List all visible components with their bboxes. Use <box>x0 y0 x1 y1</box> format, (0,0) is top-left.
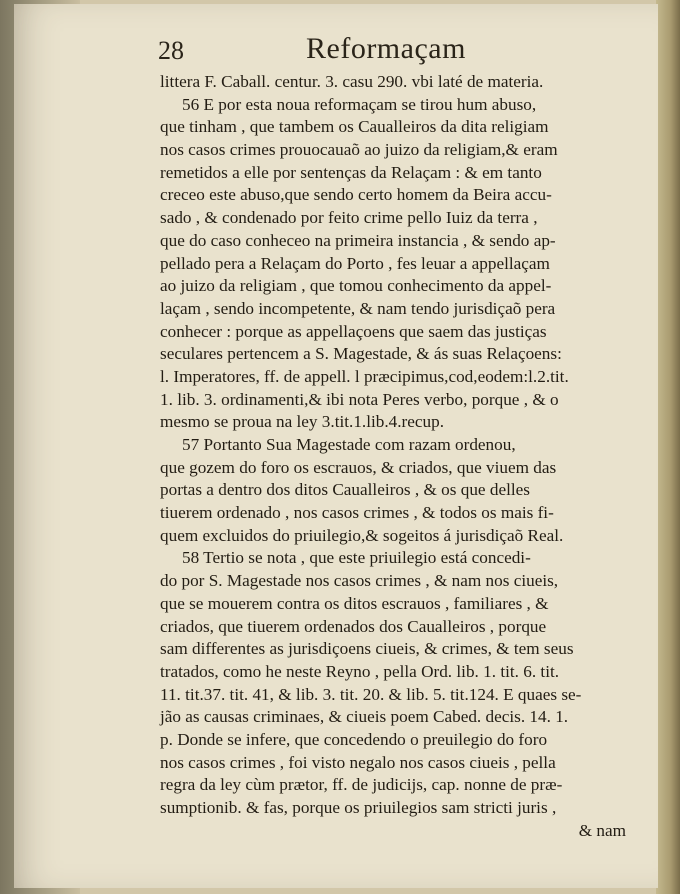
text-line: conhecer : porque as appellaçoens que saem das justiças <box>160 321 547 341</box>
text-line: laçam , sendo incompetente, & nam tendo jurisdiçaõ pera <box>160 298 556 318</box>
text-line: remetidos a elle por sentenças da Relaçam : & em tanto <box>160 162 542 182</box>
text-line: do por S. Magestade nos casos crimes , & nam nos ciueis, <box>160 571 559 591</box>
text-line: criados, que tiuerem ordenados dos Caualleiros , porque <box>160 616 547 636</box>
text-line: pellado pera a Relaçam do Porto , fes leuar a appellaçam <box>160 253 550 273</box>
text-line: quem excluidos do priuilegio,& sogeitos á jurisdiçaõ Real. <box>160 525 564 545</box>
text-line: que tinham , que tambem os Caualleiros da dita religiam <box>160 117 549 137</box>
text-line: mesmo se proua na ley 3.tit.1.lib.4.recup. <box>160 412 445 432</box>
text-line: regra da ley cùm prætor, ff. de judicijs, cap. nonne de præ- <box>160 775 563 795</box>
catchword: & nam <box>578 820 626 840</box>
page-header <box>158 32 638 76</box>
text-line: seculares pertencem a S. Magestade, & ás suas Relaçoens: <box>160 344 562 364</box>
text-line: nos casos crimes , foi visto negalo nos casos ciueis , pella <box>160 752 556 772</box>
paragraph-57-start: 57 Portanto Sua Magestade com razam ordenou, <box>182 435 516 454</box>
paragraph-56-start: 56 E por esta noua reformaçam se tirou hum abuso, <box>182 94 537 114</box>
text-line: que do caso conheceo na primeira instancia , & sendo ap- <box>160 230 556 250</box>
text-line: sam differentes as jurisdiçoens ciueis, & crimes, & tem seus <box>160 639 574 659</box>
text-line: 11. tit.37. tit. 41, & lib. 3. tit. 20. & lib. 5. tit.124. E quaes se- <box>160 684 582 704</box>
text-line: sumptionib. & fas, porque os priuilegios sam stricti juris , <box>160 798 557 817</box>
text-line: tiuerem ordenado , nos casos crimes , & todos os mais fi- <box>160 503 554 523</box>
text-line: p. Donde se infere, que concedendo o preuilegio do foro <box>160 729 548 749</box>
text-line: portas a dentro dos ditos Caualleiros , & os que delles <box>160 480 530 500</box>
running-title: Reformaçam <box>306 32 466 65</box>
paragraph-58-start: 58 Tertio se nota , que este priuilegio está concedi- <box>182 548 531 568</box>
text-line: jão as causas criminaes, & ciueis poem Cabed. decis. 14. 1. <box>160 707 569 727</box>
text-line: tratados, como he neste Reyno , pella Ord. lib. 1. tit. 6. tit. <box>160 661 560 681</box>
page-edge <box>656 0 680 894</box>
body-text <box>160 71 640 842</box>
text-line: que se mouerem contra os ditos escrauos , familiares , & <box>160 593 549 613</box>
page-number: 28 <box>158 36 184 65</box>
text-line: ao juizo da religiam , que tomou conhecimento da appel- <box>160 276 552 296</box>
text-line: l. Imperatores, ff. de appell. l præcipimus,cod,eodem:l.2.tit. <box>160 366 569 386</box>
text-line: que gozem do foro os escrauos, & criados, que viuem das <box>160 457 557 477</box>
text-line: 1. lib. 3. ordinamenti,& ibi nota Peres verbo, porque , & o <box>160 389 559 409</box>
text-line: sado , & condenado por feito crime pello Iuiz da terra , <box>160 208 538 228</box>
text-line: creceo este abuso,que sendo certo homem da Beira accu- <box>160 185 552 205</box>
text-line: littera F. Caball. centur. 3. casu 290. vbi laté de materia. <box>160 72 544 91</box>
text-line: nos casos crimes prouocauaõ ao juizo da religiam,& eram <box>160 140 558 160</box>
